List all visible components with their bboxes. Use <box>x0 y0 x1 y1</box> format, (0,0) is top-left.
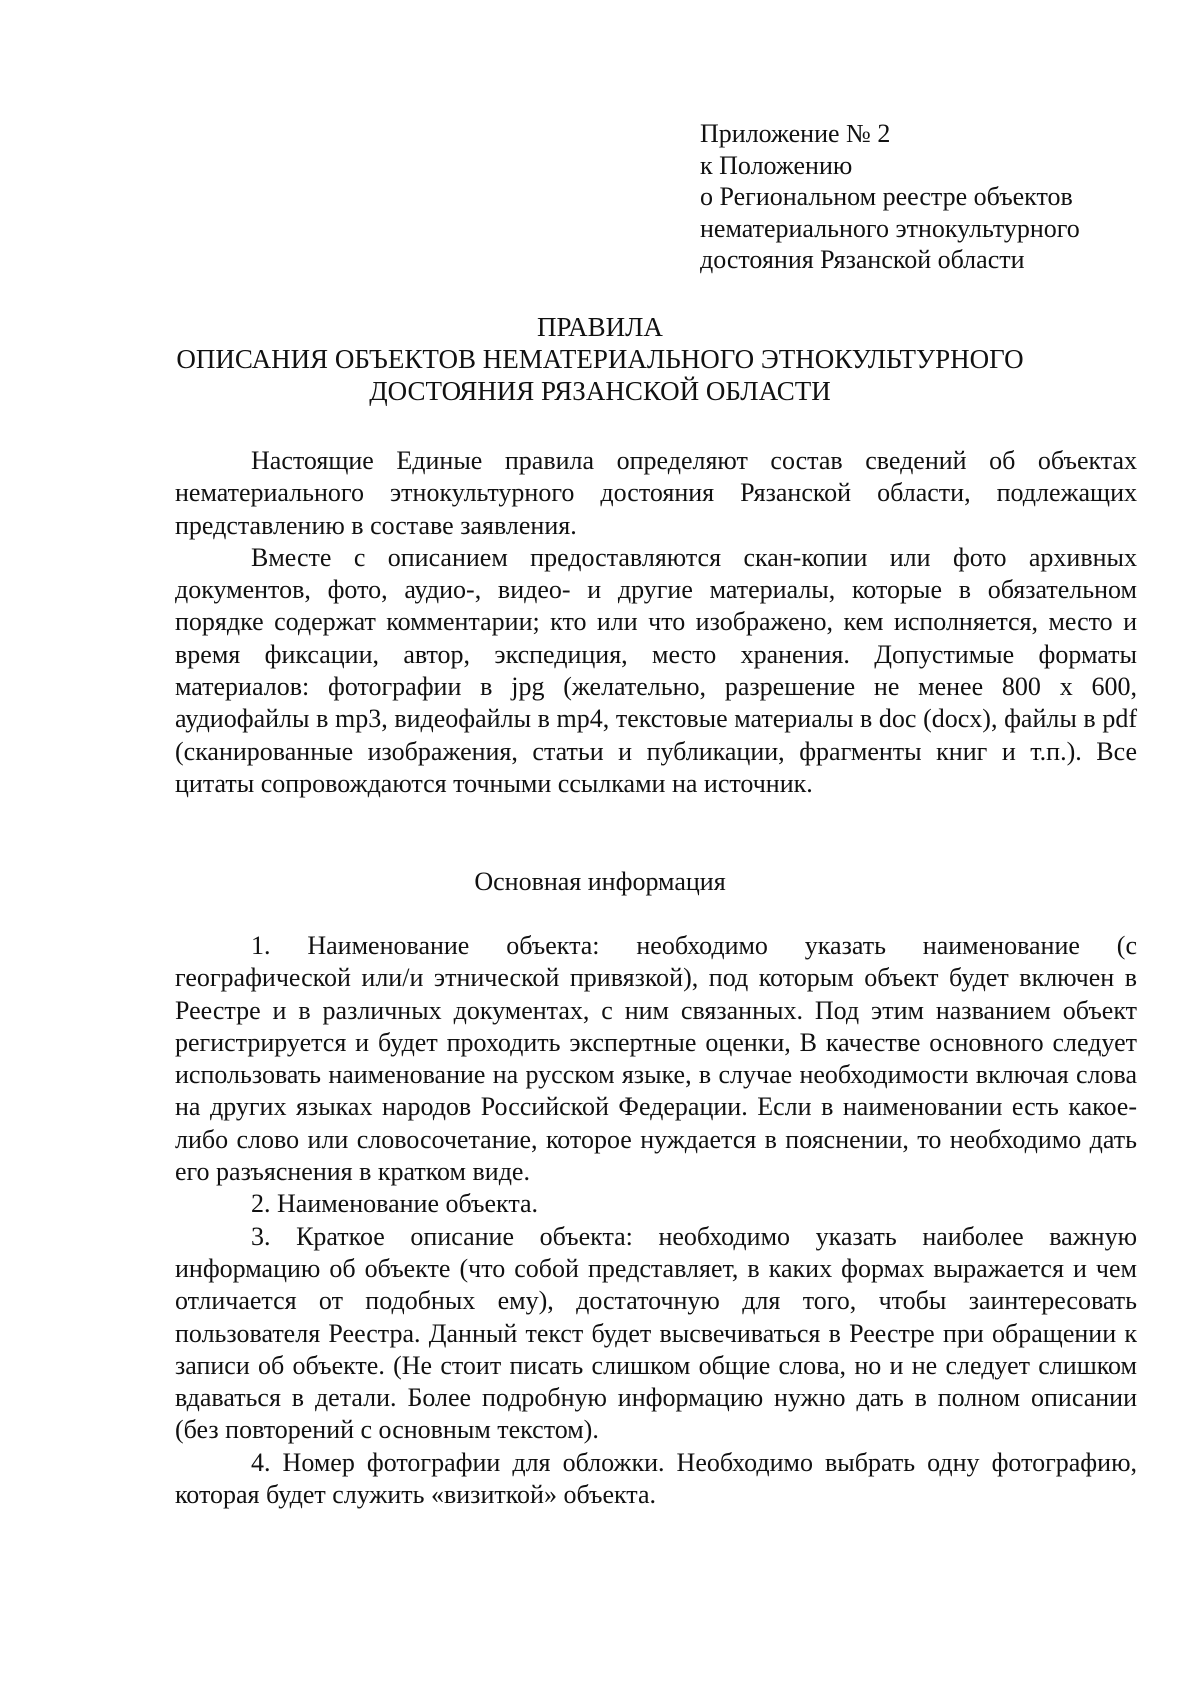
section-item: 3. Краткое описание объекта: необходимо указать наиболее важную информацию об объекте (что собой представляет, в каких формах выражается и чем отличается от подобных ему), достаточную для того, чтобы заинтересовать пользователя Реестра. Данный текст будет высвечиваться в Реестре при обращении к записи об объекте. (Не стоит писать слишком общие слова, но и не следует слишком вдаваться в детали. Более подробную информацию нужно дать в полном описании (без повторений с основным текстом). <box>175 1221 1137 1445</box>
intro-paragraph: Настоящие Единые правила определяют состав сведений об объектах нематериального этнокультурного достояния Рязанской области, подлежащих представлению в составе заявления. <box>175 446 1137 540</box>
intro-paragraph: Вместе с описанием предоставляются скан-копии или фото архивных документов, фото, аудио-, видео- и другие материалы, которые в обязательном порядке содержат комментарии; кто или что изображено, кем исполняется, место и время фиксации, автор, экспедиция, место хранения. Допустимые форматы материалов: фотографии в jpg (желательно, разрешение не менее 800 x 600, аудиофайлы в mp3, видеофайлы в mp4, текстовые материалы в doc (docx), файлы в pdf (сканированные изображения, статьи и публикации, фрагменты книг и т.п.). Все цитаты сопровождаются точными ссылками на источник. <box>175 542 1137 798</box>
document-title <box>0 311 1200 407</box>
appendix-line: к Положению <box>700 150 853 180</box>
title-line: ДОСТОЯНИЯ РЯЗАНСКОЙ ОБЛАСТИ <box>369 376 831 406</box>
section-heading: Основная информация <box>474 867 726 896</box>
appendix-line: достояния Рязанской области <box>700 245 1025 274</box>
intro-section <box>175 445 1137 800</box>
appendix-reference <box>700 118 1160 276</box>
title-line: ОПИСАНИЯ ОБЪЕКТОВ НЕМАТЕРИАЛЬНОГО ЭТНОКУЛЬТУРНОГО <box>176 344 1024 374</box>
section-item: 4. Номер фотографии для обложки. Необходимо выбрать одну фотографию, которая будет служить «визиткой» объекта. <box>175 1447 1137 1510</box>
section-items <box>175 930 1137 1511</box>
appendix-line: о Региональном реестре объектов <box>700 182 1073 211</box>
appendix-line: нематериального этнокультурного <box>700 213 1080 243</box>
section-item: 1. Наименование объекта: необходимо указать наименование (с географической или/и этнической привязкой), под которым объект будет включен в Реестре и в различных документах, с ним связанных. Под этим названием объект регистрируется и будет проходить экспертные оценки, В качестве основного следует использовать наименование на русском языке, в случае необходимости включая слова на других языках народов Российской Федерации. Если в наименовании есть какое-либо слово или словосочетание, которое нуждается в пояснении, то необходимо дать его разъяснения в кратком виде. <box>175 931 1137 1187</box>
title-line: ПРАВИЛА <box>537 312 663 342</box>
section-item: 2. Наименование объекта. <box>251 1189 539 1219</box>
appendix-line: Приложение № 2 <box>700 119 891 148</box>
